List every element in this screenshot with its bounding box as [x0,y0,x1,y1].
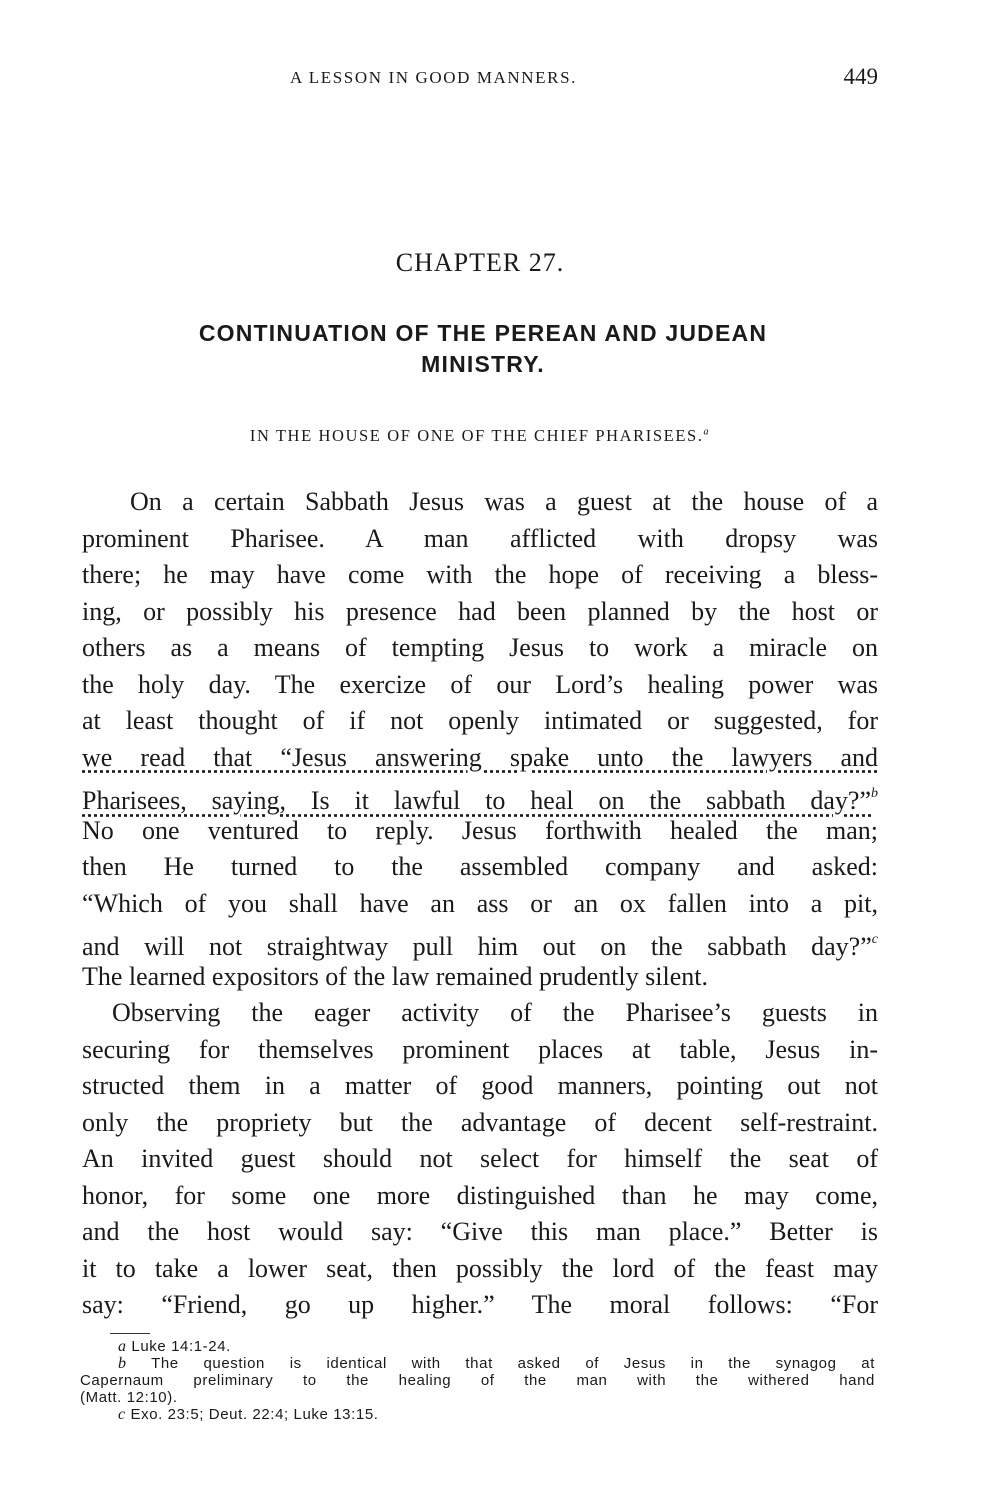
page-number: 449 [843,64,878,89]
body-paragraph-2 [82,995,878,1324]
text-line: securing for themselves prominent places at table, Jesus in- [82,1034,878,1064]
chapter-heading-line: MINISTRY. [421,351,545,377]
footnote-text: Exo. 23:5; Deut. 22:4; Luke 13:15. [130,1406,379,1423]
section-title-text: IN THE HOUSE OF ONE OF THE CHIEF PHARISEES. [249,426,704,445]
footnote-divider [110,1333,150,1334]
text-line: Observing the eager activity of the Pharisee’s guests in [112,998,878,1027]
footnote-a [80,1338,875,1355]
text-line-underlined: we read that “Jesus answering spake unto the lawyers and [82,742,878,772]
chapter-title: CHAPTER 27. [395,248,565,277]
text-line: it to take a lower seat, then possibly the lord of the feast may [82,1253,878,1283]
footnote-b-line: Capernaum preliminary to the healing of the man with the withered hand [80,1372,875,1389]
text-line: “Which of you shall have an ass or an ox fallen into a pit, [82,888,878,918]
text-line: the holy day. The exercize of our Lord’s healing power was [82,669,878,699]
footnote-b-line [80,1355,875,1372]
running-header [80,64,880,94]
body-paragraph-1 [82,484,878,995]
text-line: others as a means of tempting Jesus to work a miracle on [82,633,878,662]
underlined-quote: Pharisees, saying, Is it lawful to heal on the sabbath day?” [82,786,871,815]
footnote-text: The question is identical with that asked of Jesus in the synagog at [151,1355,876,1372]
text-line: An invited guest should not select for himself the seat of [82,1144,878,1173]
text-line: only the propriety but the advantage of decent self-restraint. [82,1107,878,1137]
footnote-marker: c [118,1406,126,1423]
footnote-ref-c: c [871,932,878,947]
text-line: structed them in a matter of good manners, pointing out not [82,1071,878,1100]
text-line: No one ventured to reply. Jesus forthwith healed the man; [82,815,878,845]
footnote-b-line: (Matt. 12:10). [80,1389,178,1406]
text-line: say: “Friend, go up higher.” The moral follows: “For [82,1290,878,1319]
text-line: The learned expositors of the law remained prudently silent. [82,961,708,991]
chapter-heading [100,318,866,380]
text-line: prominent Pharisee. A man afflicted with dropsy was [82,523,878,553]
chapter-heading-line: CONTINUATION OF THE PEREAN AND JUDEAN [198,320,768,346]
running-head-title: A LESSON IN GOOD MANNERS. [290,68,577,87]
footnote-ref-a: a [703,426,711,438]
footnote-c [80,1406,875,1423]
section-title [80,426,880,446]
text-line: and the host would say: “Give this man place.” Better is [82,1217,878,1246]
footnote-marker: b [118,1355,127,1372]
text-line: there; he may have come with the hope of receiving a bless- [82,560,878,589]
footnote-ref-b: b [871,786,878,801]
text-line-content: and will not straightway pull him out on the sabbath day?” [82,932,872,961]
footnotes [80,1338,875,1423]
text-line-with-footnote-ref [82,776,878,813]
text-line: then He turned to the assembled company and asked: [82,852,878,881]
text-line-with-footnote-ref [82,922,878,959]
footnote-marker: a [118,1338,127,1355]
text-line: ing, or possibly his presence had been planned by the host or [82,596,878,626]
footnote-text: Luke 14:1-24. [131,1338,231,1355]
text-line: honor, for some one more distinguished than he may come, [82,1180,878,1210]
text-line: On a certain Sabbath Jesus was a guest at the house of a [130,487,878,516]
text-line: at least thought of if not openly intimated or suggested, for [82,706,878,735]
